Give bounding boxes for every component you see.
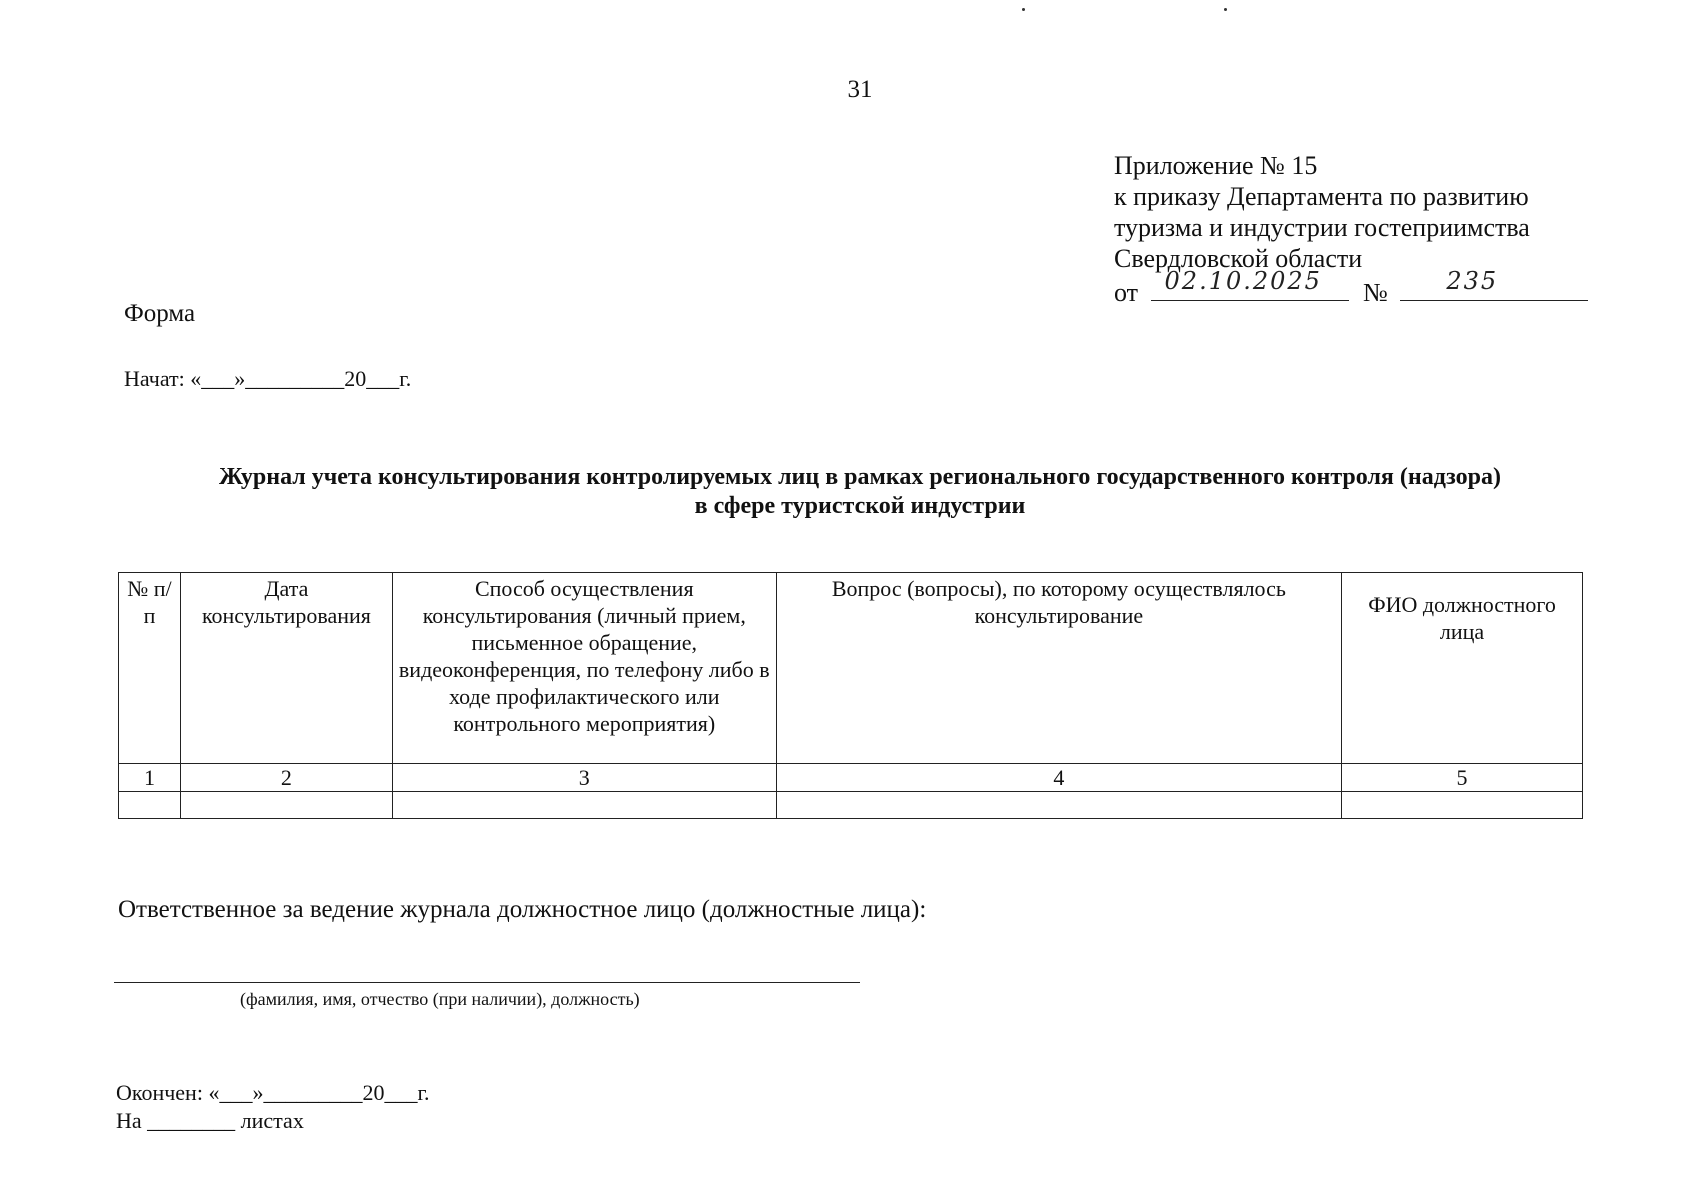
- number-prefix: №: [1363, 278, 1388, 307]
- order-date-line: [1114, 267, 1588, 308]
- empty-cell: [776, 792, 1341, 819]
- order-date-field: [1151, 267, 1349, 301]
- header-cell-date: Дата консультирования: [180, 573, 392, 764]
- header-cell-official: ФИО должностного лица: [1342, 573, 1583, 764]
- scan-speck: [1224, 8, 1227, 11]
- appendix-title: Приложение № 15: [1114, 151, 1318, 180]
- empty-cell: [119, 792, 181, 819]
- appendix-order-line: туризма и индустрии гостеприимства: [1114, 213, 1530, 242]
- signature-caption: (фамилия, имя, отчество (при наличии), должность): [240, 989, 640, 1009]
- journal-table: [118, 572, 1583, 819]
- sheets-count-line: На ________ листах: [116, 1108, 304, 1133]
- started-date-line: Начат: «___»_________20___г.: [124, 366, 412, 391]
- empty-cell: [392, 792, 776, 819]
- page-number: 31: [847, 76, 873, 103]
- form-label: Форма: [124, 300, 196, 327]
- handwritten-date: 02.10.2025: [1164, 267, 1322, 295]
- journal-title: [130, 463, 1590, 521]
- appendix-block: [1114, 150, 1588, 308]
- column-number: 3: [392, 764, 776, 792]
- journal-title-line: в сфере туристской индустрии: [694, 493, 1026, 519]
- appendix-order-line: Свердловской области: [1114, 244, 1363, 273]
- header-cell-question: Вопрос (вопросы), по которому осуществлялось консультирование: [776, 573, 1341, 764]
- table-header-row: [119, 573, 1583, 764]
- header-cell-method: Способ осуществления консультирования (личный прием, письменное обращение, видеоконференция, по телефону либо в ходе профилактического или контрольного мероприятия): [392, 573, 776, 764]
- column-number: 1: [119, 764, 181, 792]
- column-number: 5: [1342, 764, 1583, 792]
- column-number: 4: [776, 764, 1341, 792]
- appendix-order-line: к приказу Департамента по развитию: [1114, 182, 1529, 211]
- handwritten-number: 235: [1446, 267, 1499, 295]
- empty-cell: [1342, 792, 1583, 819]
- scan-speck: [1022, 8, 1025, 11]
- table-row: [119, 792, 1583, 819]
- order-number-field: [1400, 267, 1588, 301]
- finished-date-line: Окончен: «___»_________20___г.: [116, 1080, 430, 1105]
- signature-line: [114, 982, 860, 983]
- table-number-row: [119, 764, 1583, 792]
- responsible-official-label: Ответственное за ведение журнала должностное лицо (должностные лица):: [118, 896, 927, 923]
- empty-cell: [180, 792, 392, 819]
- column-number: 2: [180, 764, 392, 792]
- header-cell-number: № п/п: [119, 573, 181, 764]
- date-prefix: от: [1114, 278, 1139, 307]
- journal-title-line: Журнал учета консультирования контролируемых лиц в рамках регионального государственного контроля (надзора): [218, 464, 1501, 490]
